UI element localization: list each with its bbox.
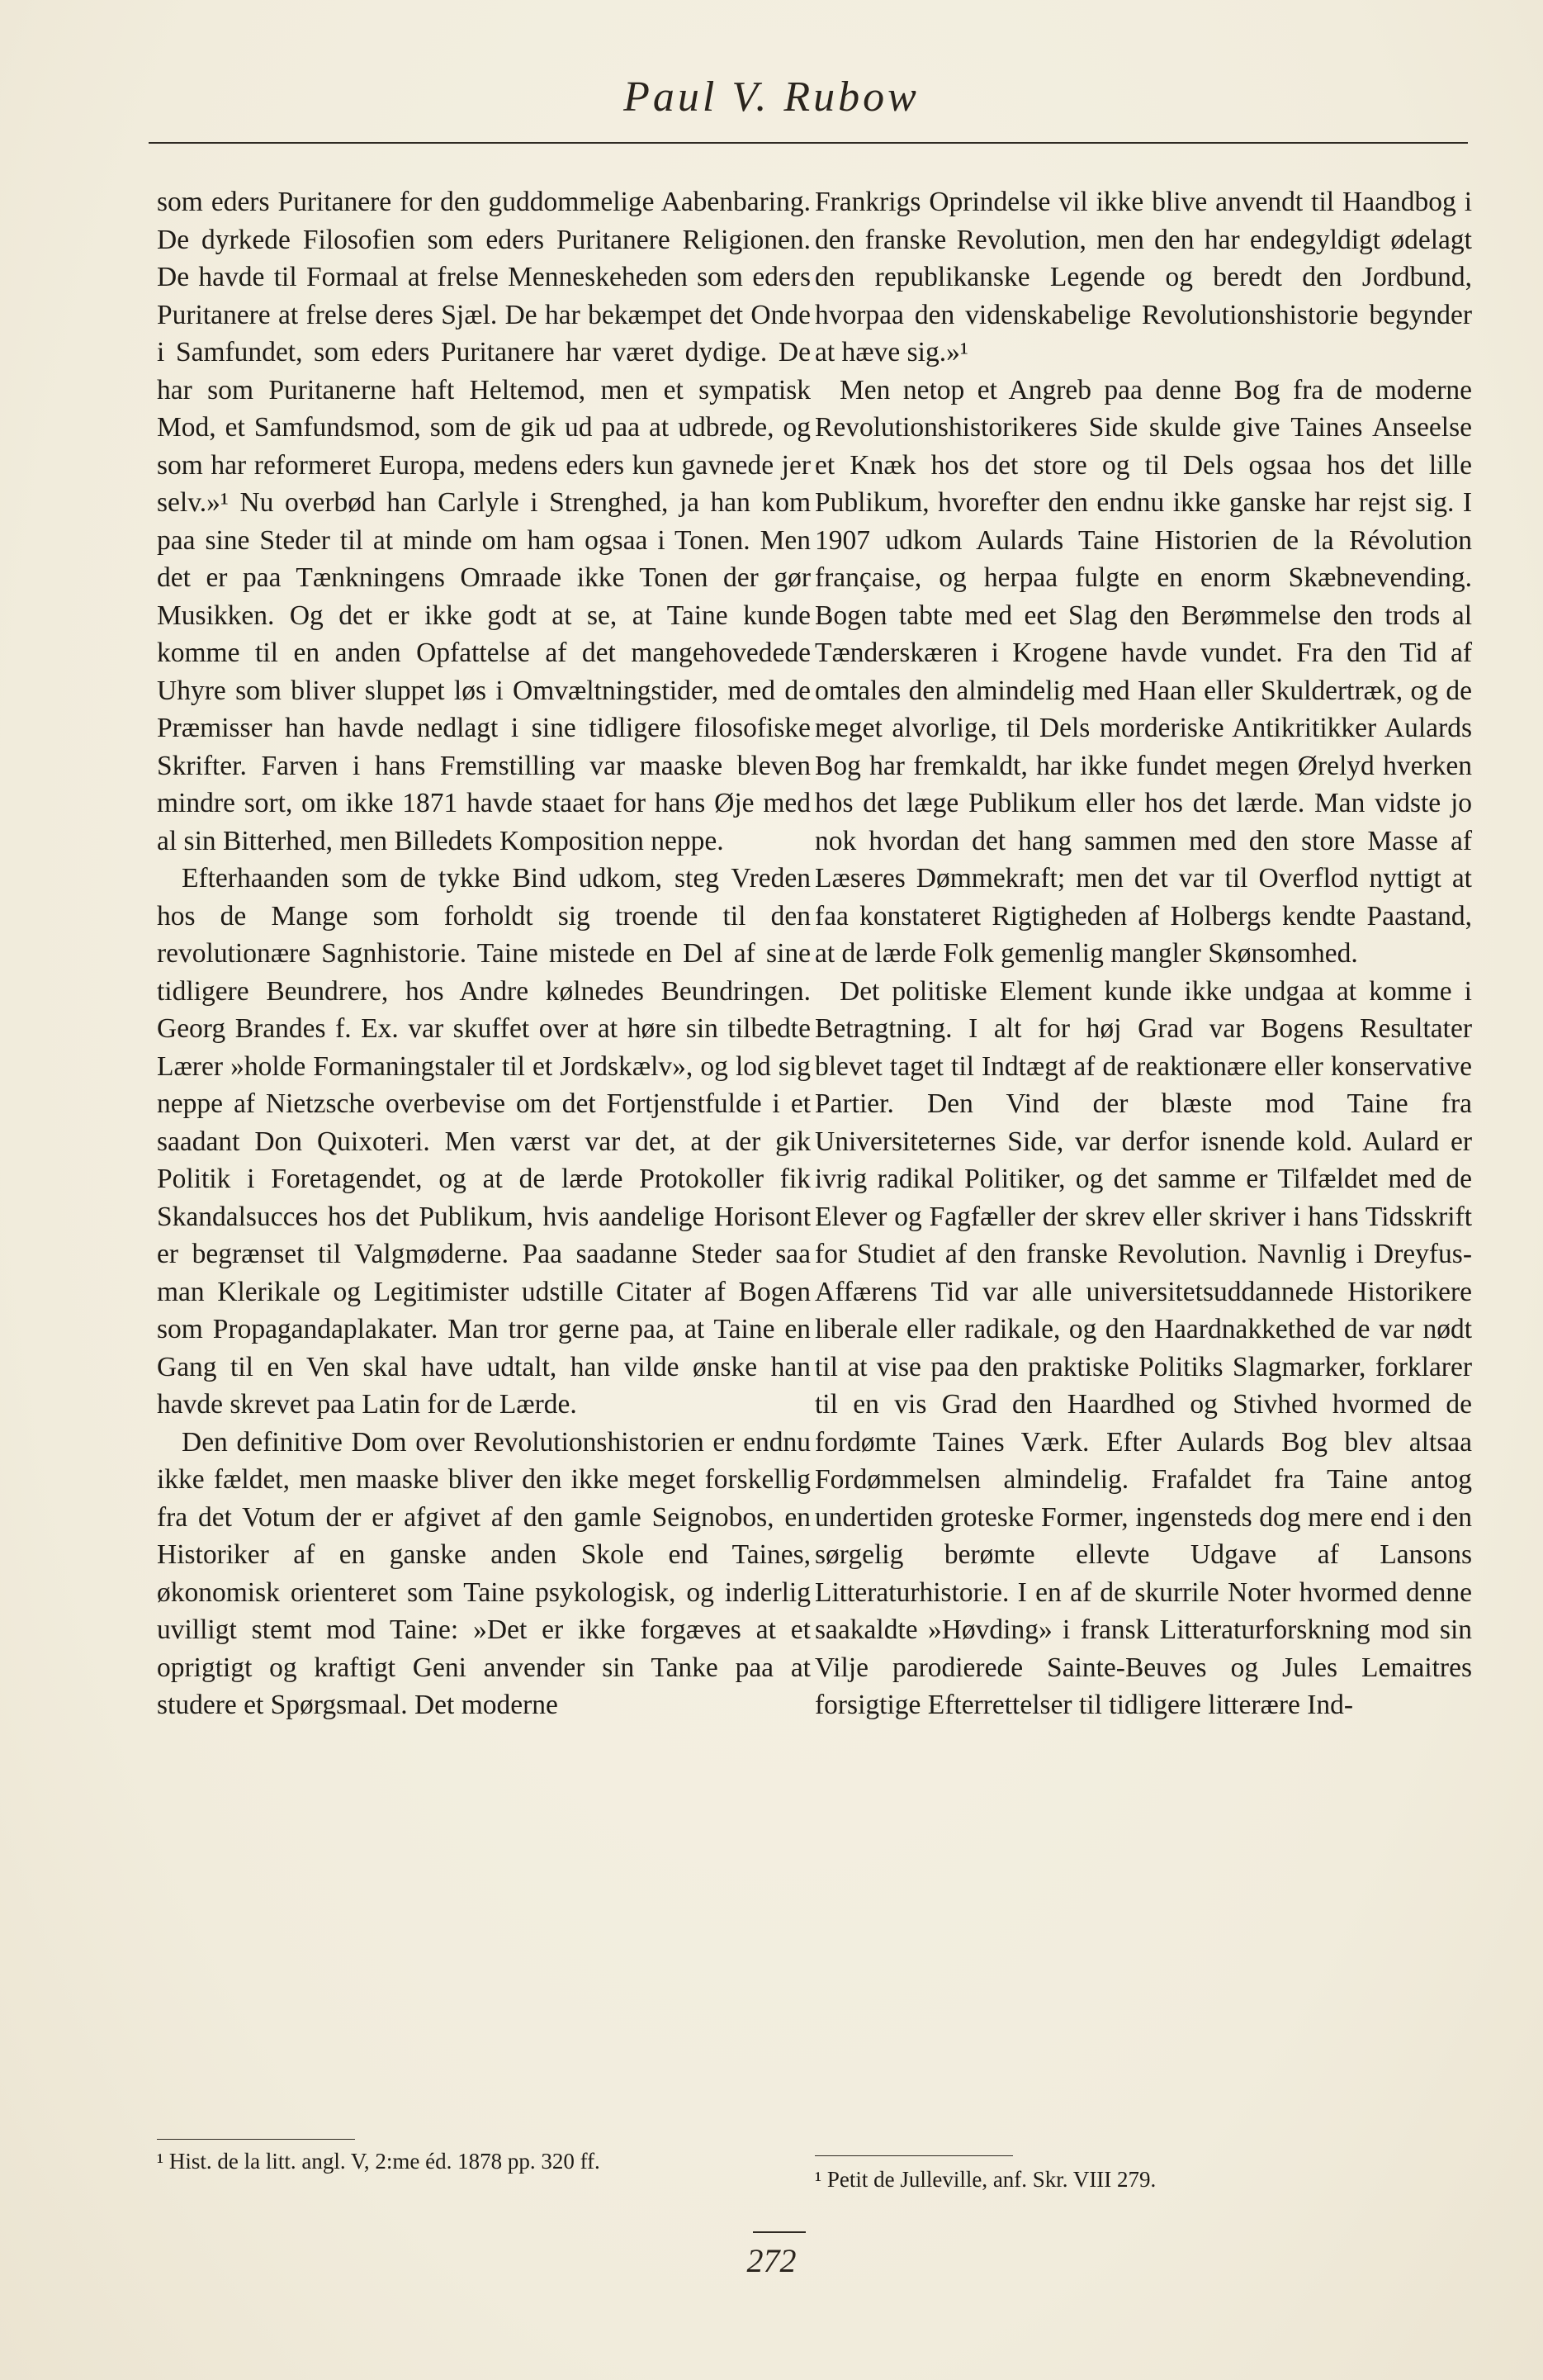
running-title: Paul V. Rubow (623, 73, 920, 121)
paragraph: Efterhaanden som de tykke Bind udkom, steg Vreden hos de Mange som forholdt sig troende til den revolutionære Sagnhistorie. Taine mistede en Del af sine tidligere Beundrere, hos Andre kølnedes Beundringen. Georg Brandes f. Ex. var skuffet over at høre sin tilbedte Lærer »holde Formaningstaler til et Jordskælv», og lod sig neppe af Nietzsche overbevise om det Fortjenstfulde i et saadant Don Quixoteri. Men værst var det, at der gik Politik i Foretagendet, og at de lærde Protokoller fik Skandalsucces hos det Publikum, hvis aandelige Horisont er begrænset til Valgmøderne. Paa saadanne Steder saa man Klerikale og Legitimister udstille Citater af Bogen som Propagandaplakater. Man tror gerne paa, at Taine en Gang til en Ven skal have udtalt, han vilde ønske han havde skrevet paa Latin for de Lærde. (157, 863, 811, 1420)
header-rule (149, 142, 1468, 144)
footnote-left: ¹ Hist. de la litt. angl. V, 2:me éd. 1878 pp. 320 ff. (157, 2149, 600, 2174)
paragraph: som eders Puritanere for den guddommelige Aabenbaring. De dyrkede Filosofien som eders Puritanere Religionen. De havde til Formaal at frelse Menneskeheden som eders Puritanere at frelse deres Sjæl. De har bekæmpet det Onde i Samfundet, som eders Puritanere har været dydige. De har som Puritanerne haft Heltemod, men et sympatisk Mod, et Samfundsmod, som de gik ud paa at udbrede, og som har reformeret Europa, medens eders kun gavnede jer selv.»¹ Nu overbød han Carlyle i Strenghed, ja han kom paa sine Steder til at minde om ham ogsaa i Tonen. Men det er paa Tænkningens Omraade ikke Tonen der gør Musikken. Og det er ikke godt at se, at Taine kunde komme til en anden Opfattelse af det mangehovedede Uhyre som bliver sluppet løs i Omvæltningstider, med de Præmisser han havde nedlagt i sine tidligere filosofiske Skrifter. Farven i hans Fremstilling var maaske bleven mindre sort, om ikke 1871 havde staaet for hans Øje med al sin Bitterhed, men Billedets Komposition neppe. (157, 187, 811, 856)
paragraph: Men netop et Angreb paa denne Bog fra de moderne Revolutionshistorikeres Side skulde give Taines Anseelse et Knæk hos det store og til Dels ogsaa hos det lille Publikum, hvorefter den endnu ikke ganske har rejst sig. I 1907 udkom Aulards Taine Historien de la Révolution française, og herpaa fulgte en enorm Skæbnevending. Bogen tabte med eet Slag den Berømmelse den trods al Tænderskæren i Krogene havde vundet. Fra den Tid af omtales den almindelig med Haan eller Skuldertræk, og de meget alvorlige, til Dels morderiske Antikritikker Aulards Bog har fremkaldt, har ikke fundet megen Ørelyd hverken hos det læge Publikum eller hos det lærde. Man vidste jo nok hvordan det hang sammen med den store Masse af Læseres Dømmekraft; men det var til Overflod nyttigt at faa konstateret Rigtigheden af Holbergs kendte Paastand, at de lærde Folk gemenlig mangler Skønsomhed. (815, 374, 1472, 969)
right-column (815, 183, 1472, 1724)
page-number: 272 (746, 2242, 797, 2279)
page-number-rule (753, 2231, 806, 2233)
footnote-rule (157, 2139, 355, 2140)
paragraph: Den definitive Dom over Revolutionshistorien er endnu ikke fældet, men maaske bliver den ikke meget forskellig fra det Votum der er afgivet af den gamle Seignobos, en Historiker af en ganske anden Skole end Taines, økonomisk orienteret som Taine psykologisk, og inderlig uvilligt stemt mod Taine: »Det er ikke forgæves at et oprigtigt og kraftigt Geni anvender sin Tanke paa at studere et Spørgsmaal. Det moderne (157, 1426, 811, 1720)
footnote-rule (815, 2155, 1013, 2156)
paragraph: Frankrigs Oprindelse vil ikke blive anvendt til Haandbog i den franske Revolution, men den har endegyldigt ødelagt den republikanske Legende og beredt den Jordbund, hvorpaa den videnskabelige Revolutionshistorie begynder at hæve sig.»¹ (815, 187, 1472, 367)
footnote-right: ¹ Petit de Julleville, anf. Skr. VIII 279. (815, 2167, 1157, 2192)
paragraph: Det politiske Element kunde ikke undgaa at komme i Betragtning. I alt for høj Grad var Bogens Resultater blevet taget til Indtægt af de reaktionære eller konservative Partier. Den Vind der blæste mod Taine fra Universiteternes Side, var derfor isnende kold. Aulard er ivrig radikal Politiker, og det samme er Tilfældet med de Elever og Fagfæller der skrev eller skriver i hans Tidsskrift for Studiet af den franske Revolution. Navnlig i Dreyfus-Affærens Tid var alle universitetsuddannede Historikere liberale eller radikale, og den Haardnakkethed de var nødt til at vise paa den praktiske Politiks Slagmarker, forklarer til en vis Grad den Haardhed og Stivhed hvormed de fordømte Taines Værk. Efter Aulards Bog blev altsaa Fordømmelsen almindelig. Frafaldet fra Taine antog undertiden groteske Former, ingensteds dog mere end i den sørgelig berømte ellevte Udgave af Lansons Litteraturhistorie. I en af de skurrile Noter hvormed denne saakaldte »Høvding» i fransk Litteraturforskning mod sin Vilje parodierede Sainte-Beuves og Jules Lemaitres forsigtige Efterrettelser til tidligere litterære Ind- (815, 975, 1472, 1720)
left-column (157, 183, 811, 1724)
